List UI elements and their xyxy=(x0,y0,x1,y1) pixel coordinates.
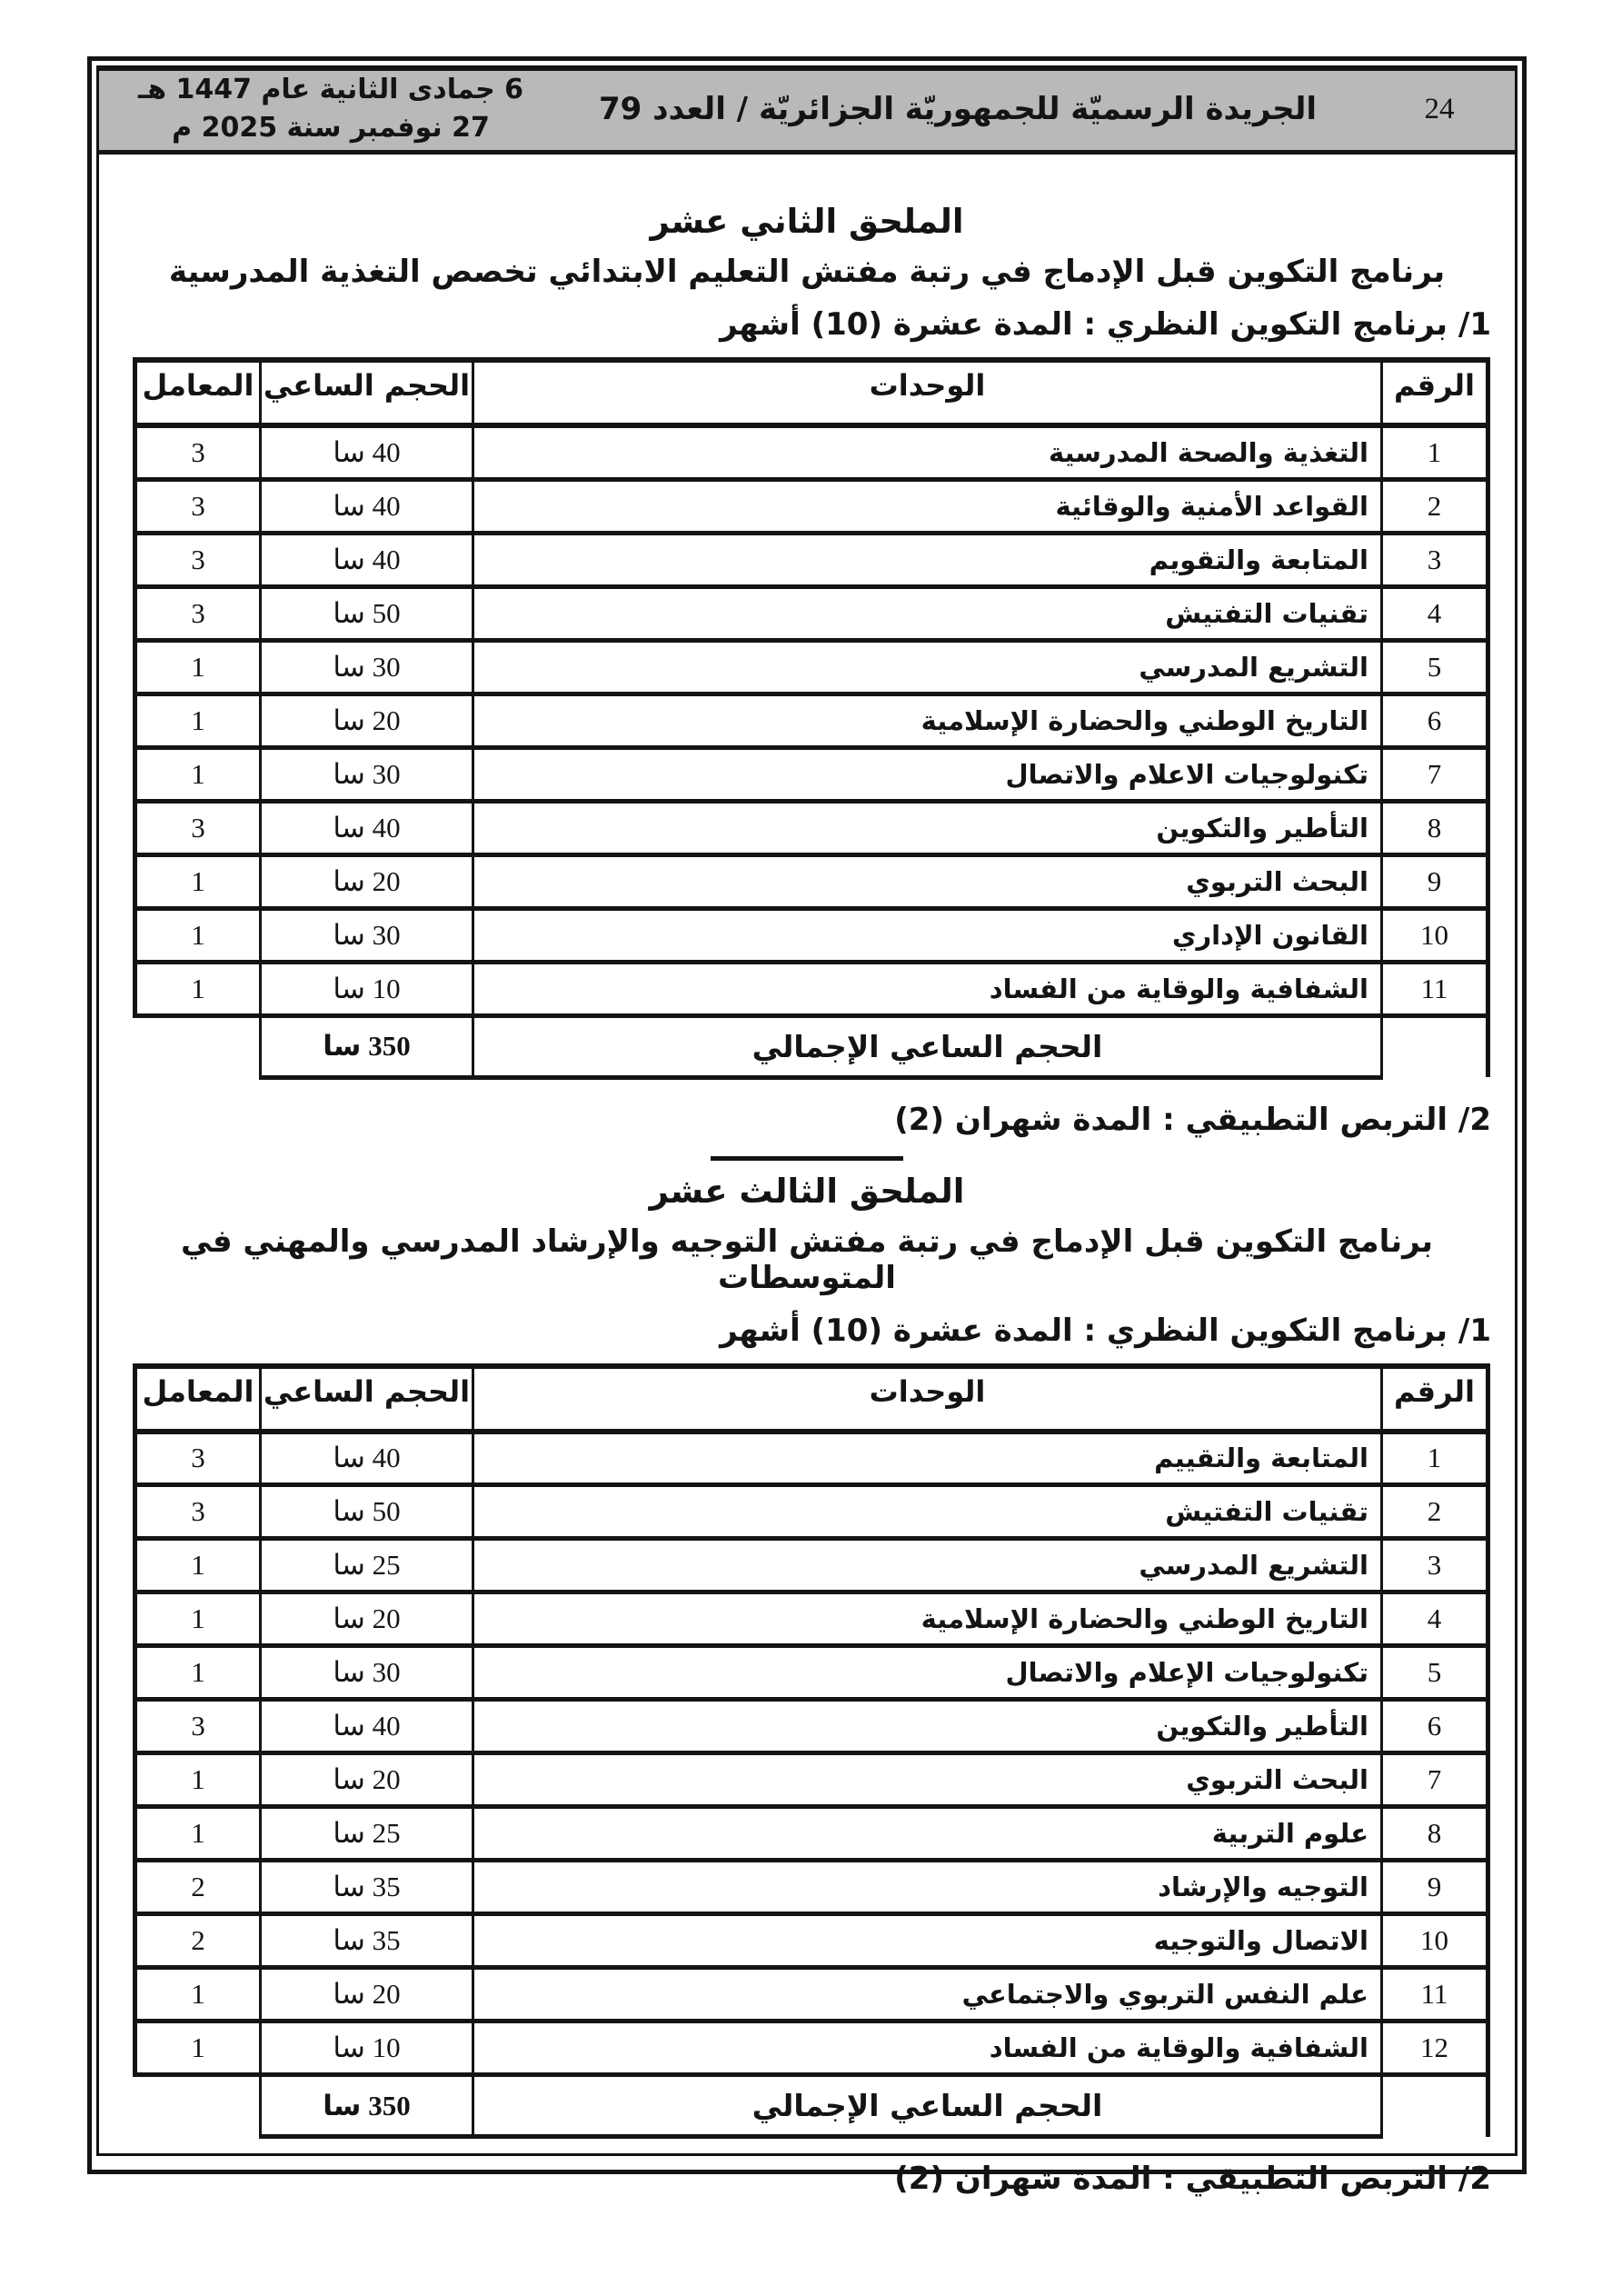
cell-unit: التأطير والتكوين xyxy=(473,801,1382,854)
col-header-coefficient: المعامل xyxy=(135,1366,261,1432)
cell-unit: التشريع المدرسي xyxy=(473,1539,1382,1592)
cell-num: 3 xyxy=(1382,1539,1488,1592)
cell-coeff: 2 xyxy=(135,1861,261,1914)
cell-hours: 35 سا xyxy=(261,1914,473,1968)
cell-coeff: 3 xyxy=(135,1485,261,1539)
table-row xyxy=(135,801,1488,854)
cell-num: 3 xyxy=(1382,533,1488,586)
table-row xyxy=(135,1914,1488,1968)
cell-coeff: 3 xyxy=(135,533,261,586)
cell-hours: 20 سا xyxy=(261,1592,473,1646)
table-row xyxy=(135,1700,1488,1753)
cell-hours: 30 سا xyxy=(261,747,473,801)
cell-unit: التاريخ الوطني والحضارة الإسلامية xyxy=(473,694,1382,747)
table-row xyxy=(135,962,1488,1015)
cell-num: 2 xyxy=(1382,1485,1488,1539)
col-header-units: الوحدات xyxy=(473,360,1382,425)
cell-unit: البحث التربوي xyxy=(473,854,1382,908)
total-hours: 350 سا xyxy=(261,2075,473,2137)
col-header-units: الوحدات xyxy=(473,1366,1382,1432)
theory-program-line: 1/ برنامج التكوين النظري : المدة عشرة (10) أشهر xyxy=(720,306,1491,343)
cell-hours: 50 سا xyxy=(261,586,473,640)
cell-hours: 30 سا xyxy=(261,1646,473,1700)
cell-hours: 20 سا xyxy=(261,694,473,747)
cell-unit: تكنولوجيات الاعلام والاتصال xyxy=(473,747,1382,801)
cell-hours: 30 سا xyxy=(261,908,473,962)
table-body xyxy=(135,1432,1488,2075)
masthead-page-number: 24 xyxy=(1424,92,1455,125)
total-hours: 350 سا xyxy=(261,1015,473,1077)
table-row xyxy=(135,1861,1488,1914)
cell-num: 6 xyxy=(1382,694,1488,747)
section-separator xyxy=(711,1156,903,1161)
cell-num: 8 xyxy=(1382,801,1488,854)
cell-num: 1 xyxy=(1382,425,1488,479)
cell-unit: تقنيات التفتيش xyxy=(473,586,1382,640)
page-frame-inner xyxy=(96,65,1518,2197)
table-row xyxy=(135,1646,1488,1700)
cell-coeff: 1 xyxy=(135,854,261,908)
cell-unit: التاريخ الوطني والحضارة الإسلامية xyxy=(473,1592,1382,1646)
total-row xyxy=(135,2075,1488,2137)
total-label: الحجم الساعي الإجمالي xyxy=(473,1015,1382,1077)
masthead-title: الجريدة الرسميّة للجمهوريّة الجزائريّة / العدد 79 xyxy=(598,91,1317,127)
col-header-hours: الحجم الساعي xyxy=(261,1366,473,1432)
cell-coeff: 1 xyxy=(135,1592,261,1646)
cell-hours: 50 سا xyxy=(261,1485,473,1539)
total-row xyxy=(135,1015,1488,1077)
table-row xyxy=(135,1432,1488,1485)
table-row xyxy=(135,1753,1488,1807)
cell-coeff: 1 xyxy=(135,1807,261,1861)
cell-num: 4 xyxy=(1382,586,1488,640)
annex-title: الملحق الثالث عشر xyxy=(649,1171,965,1211)
cell-coeff: 1 xyxy=(135,1646,261,1700)
annex-section-thirteen xyxy=(99,1172,1515,2198)
cell-coeff: 3 xyxy=(135,479,261,533)
cell-hours: 25 سا xyxy=(261,1539,473,1592)
page-frame xyxy=(87,56,1527,2197)
cell-hours: 25 سا xyxy=(261,1807,473,1861)
cell-hours: 10 سا xyxy=(261,2021,473,2075)
cell-unit: البحث التربوي xyxy=(473,1753,1382,1807)
cell-coeff: 1 xyxy=(135,962,261,1015)
cell-unit: التشريع المدرسي xyxy=(473,640,1382,694)
masthead-date-hijri: 6 جمادى الثانية عام 1447 هـ xyxy=(137,74,524,105)
table-row xyxy=(135,2021,1488,2075)
cell-unit: تقنيات التفتيش xyxy=(473,1485,1382,1539)
cell-hours: 10 سا xyxy=(261,962,473,1015)
cell-hours: 40 سا xyxy=(261,479,473,533)
cell-unit: التوجيه والإرشاد xyxy=(473,1861,1382,1914)
table-row xyxy=(135,1539,1488,1592)
cell-unit: التأطير والتكوين xyxy=(473,1700,1382,1753)
cell-coeff: 3 xyxy=(135,425,261,479)
table-header-row xyxy=(135,1366,1488,1432)
cell-unit: الشفافية والوقاية من الفساد xyxy=(473,2021,1382,2075)
cell-num: 4 xyxy=(1382,1592,1488,1646)
cell-hours: 20 سا xyxy=(261,854,473,908)
cell-coeff: 1 xyxy=(135,694,261,747)
table-body xyxy=(135,425,1488,1015)
cell-unit: القانون الإداري xyxy=(473,908,1382,962)
cell-hours: 30 سا xyxy=(261,640,473,694)
cell-coeff: 3 xyxy=(135,586,261,640)
page-content xyxy=(99,202,1515,2197)
masthead-dates xyxy=(135,71,526,147)
cell-num: 2 xyxy=(1382,479,1488,533)
cell-hours: 40 سا xyxy=(261,801,473,854)
cell-unit: تكنولوجيات الإعلام والاتصال xyxy=(473,1646,1382,1700)
cell-unit: التغذية والصحة المدرسية xyxy=(473,425,1382,479)
col-header-hours: الحجم الساعي xyxy=(261,360,473,425)
cell-num: 12 xyxy=(1382,2021,1488,2075)
cell-num: 6 xyxy=(1382,1700,1488,1753)
cell-unit: القواعد الأمنية والوقائية xyxy=(473,479,1382,533)
table-row xyxy=(135,1807,1488,1861)
masthead xyxy=(99,71,1515,155)
cell-coeff: 1 xyxy=(135,640,261,694)
cell-num: 5 xyxy=(1382,640,1488,694)
table-row xyxy=(135,533,1488,586)
cell-hours: 35 سا xyxy=(261,1861,473,1914)
annex-title: الملحق الثاني عشر xyxy=(650,202,964,241)
table-row xyxy=(135,586,1488,640)
total-empty-coefficient-cell xyxy=(135,2075,261,2137)
cell-hours: 20 سا xyxy=(261,1753,473,1807)
cell-coeff: 1 xyxy=(135,2021,261,2075)
cell-unit: المتابعة والتقييم xyxy=(473,1432,1382,1485)
table-header-row xyxy=(135,360,1488,425)
cell-unit: المتابعة والتقويم xyxy=(473,533,1382,586)
cell-num: 11 xyxy=(1382,1968,1488,2021)
total-label: الحجم الساعي الإجمالي xyxy=(473,2075,1382,2137)
cell-num: 7 xyxy=(1382,747,1488,801)
table-row xyxy=(135,908,1488,962)
col-header-number: الرقم xyxy=(1382,360,1488,425)
cell-coeff: 1 xyxy=(135,1753,261,1807)
cell-hours: 40 سا xyxy=(261,1432,473,1485)
table-row xyxy=(135,1968,1488,2021)
practicum-line: 2/ التربص التطبيقي : المدة شهران (2) xyxy=(894,1101,1491,1138)
cell-hours: 40 سا xyxy=(261,425,473,479)
cell-unit: الاتصال والتوجيه xyxy=(473,1914,1382,1968)
program-title: برنامج التكوين قبل الإدماج في رتبة مفتش التوجيه والإرشاد المدرسي والمهني في المتوسطات xyxy=(180,1223,1434,1296)
table-row xyxy=(135,747,1488,801)
table-row xyxy=(135,425,1488,479)
cell-coeff: 1 xyxy=(135,1539,261,1592)
cell-num: 9 xyxy=(1382,854,1488,908)
cell-unit: علوم التربية xyxy=(473,1807,1382,1861)
table-row xyxy=(135,694,1488,747)
cell-num: 1 xyxy=(1382,1432,1488,1485)
program-title: برنامج التكوين قبل الإدماج في رتبة مفتش التعليم الابتدائي تخصص التغذية المدرسية xyxy=(168,254,1446,290)
cell-unit: علم النفس التربوي والاجتماعي xyxy=(473,1968,1382,2021)
practicum-line: 2/ التربص التطبيقي : المدة شهران (2) xyxy=(894,2161,1491,2197)
cell-coeff: 1 xyxy=(135,1968,261,2021)
modules-table xyxy=(133,357,1490,1080)
col-header-coefficient: المعامل xyxy=(135,360,261,425)
cell-coeff: 2 xyxy=(135,1914,261,1968)
table-row xyxy=(135,1485,1488,1539)
masthead-date-gregorian: 27 نوفمبر سنة 2025 م xyxy=(172,112,490,144)
cell-coeff: 3 xyxy=(135,801,261,854)
cell-hours: 40 سا xyxy=(261,533,473,586)
cell-num: 11 xyxy=(1382,962,1488,1015)
cell-coeff: 3 xyxy=(135,1432,261,1485)
cell-coeff: 1 xyxy=(135,747,261,801)
cell-num: 10 xyxy=(1382,1914,1488,1968)
modules-table xyxy=(133,1363,1490,2140)
cell-hours: 40 سا xyxy=(261,1700,473,1753)
total-empty-number-cell xyxy=(1382,1015,1488,1077)
cell-num: 8 xyxy=(1382,1807,1488,1861)
annex-section-twelve xyxy=(99,202,1515,1138)
table-row xyxy=(135,640,1488,694)
total-empty-coefficient-cell xyxy=(135,1015,261,1077)
theory-program-line: 1/ برنامج التكوين النظري : المدة عشرة (10) أشهر xyxy=(720,1312,1491,1349)
cell-num: 7 xyxy=(1382,1753,1488,1807)
cell-num: 9 xyxy=(1382,1861,1488,1914)
table-row xyxy=(135,1592,1488,1646)
col-header-number: الرقم xyxy=(1382,1366,1488,1432)
cell-unit: الشفافية والوقاية من الفساد xyxy=(473,962,1382,1015)
cell-num: 10 xyxy=(1382,908,1488,962)
table-row xyxy=(135,479,1488,533)
cell-coeff: 1 xyxy=(135,908,261,962)
cell-coeff: 3 xyxy=(135,1700,261,1753)
table-row xyxy=(135,854,1488,908)
total-empty-number-cell xyxy=(1382,2075,1488,2137)
cell-num: 5 xyxy=(1382,1646,1488,1700)
cell-hours: 20 سا xyxy=(261,1968,473,2021)
